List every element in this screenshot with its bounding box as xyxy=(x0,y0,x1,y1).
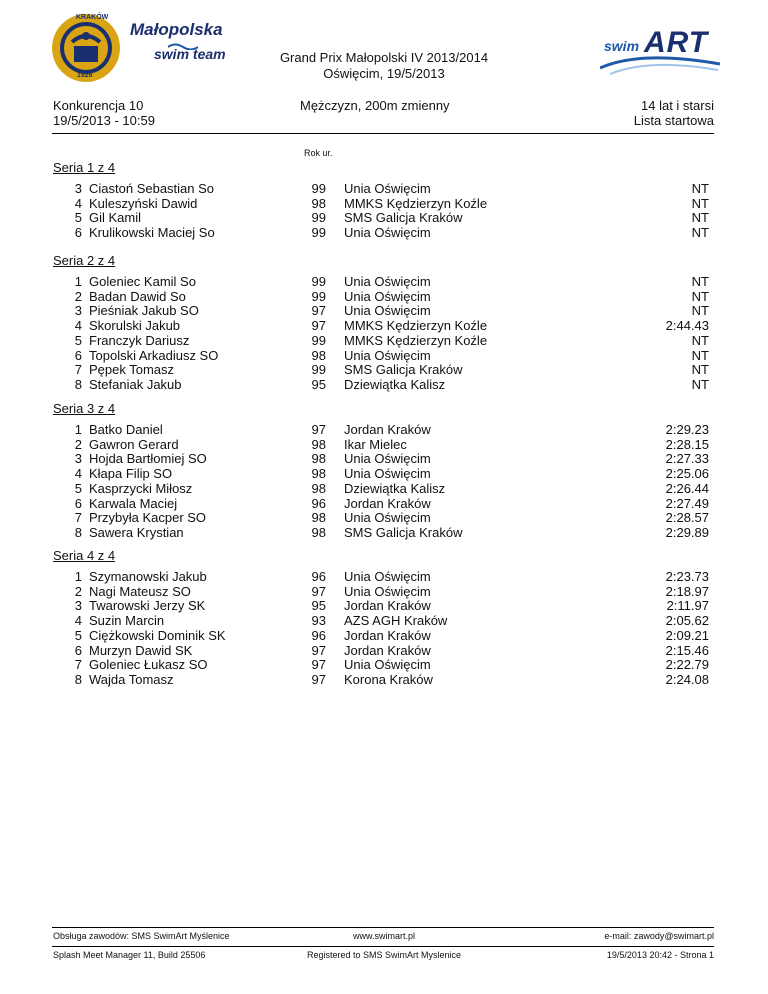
cell-time: NT xyxy=(691,303,709,318)
swimart-text-small: swim xyxy=(604,38,640,54)
cell-yob: 99 xyxy=(311,225,326,240)
cell-yob: 97 xyxy=(311,657,326,672)
heat-title: Seria 4 z 4 xyxy=(53,548,116,563)
cell-club: Jordan Kraków xyxy=(344,643,431,658)
cell-lane: 8 xyxy=(74,377,82,392)
table-row xyxy=(0,598,768,613)
cell-name: Wajda Tomasz xyxy=(89,672,174,687)
swimart-logo xyxy=(600,20,720,80)
table-row xyxy=(0,196,768,211)
cell-time: NT xyxy=(691,274,709,289)
cell-lane: 6 xyxy=(74,643,82,658)
cell-time: 2:15.46 xyxy=(665,643,709,658)
footer-organizer: Obsługa zawodów: SMS SwimArt Myślenice xyxy=(53,931,230,941)
cell-yob: 98 xyxy=(311,481,326,496)
cell-time: 2:24.08 xyxy=(665,672,709,687)
table-row xyxy=(0,210,768,225)
cell-lane: 8 xyxy=(74,672,82,687)
table-row xyxy=(0,569,768,584)
table-row xyxy=(0,377,768,392)
cell-name: Karwala Maciej xyxy=(89,496,178,511)
table-row xyxy=(0,318,768,333)
cell-time: 2:25.06 xyxy=(665,466,709,481)
table-row xyxy=(0,348,768,363)
cell-club: SMS Galicja Kraków xyxy=(344,362,463,377)
cell-lane: 1 xyxy=(74,569,82,584)
cell-name: Kasprzycki Miłosz xyxy=(89,481,193,496)
cell-club: Unia Oświęcim xyxy=(344,569,431,584)
cell-club: Unia Oświęcim xyxy=(344,274,431,289)
table-row xyxy=(0,289,768,304)
table-row xyxy=(0,333,768,348)
table-row xyxy=(0,303,768,318)
cell-time: 2:23.73 xyxy=(665,569,709,584)
cell-yob: 97 xyxy=(311,422,326,437)
logo-ring-top-text: KRAKÓW xyxy=(76,14,109,21)
cell-yob: 98 xyxy=(311,437,326,452)
cell-club: Jordan Kraków xyxy=(344,496,431,511)
cell-lane: 4 xyxy=(74,613,82,628)
cell-name: Topolski Arkadiusz SO xyxy=(89,348,219,363)
cell-lane: 5 xyxy=(74,333,82,348)
cell-club: Unia Oświęcim xyxy=(344,451,431,466)
table-row xyxy=(0,628,768,643)
logo-text-bottom: swim team xyxy=(154,46,226,62)
cell-yob: 96 xyxy=(311,496,326,511)
footer-website: www.swimart.pl xyxy=(352,931,415,941)
cell-yob: 99 xyxy=(311,362,326,377)
cell-name: Batko Daniel xyxy=(89,422,163,437)
cell-lane: 1 xyxy=(74,422,82,437)
cell-yob: 97 xyxy=(311,303,326,318)
cell-name: Pieśniak Jakub SO xyxy=(89,303,199,318)
table-row xyxy=(0,362,768,377)
cell-club: Dziewiątka Kalisz xyxy=(344,377,446,392)
cell-club: SMS Galicja Kraków xyxy=(344,210,463,225)
cell-lane: 5 xyxy=(74,481,82,496)
footer-print-info: 19/5/2013 20:42 - Strona 1 xyxy=(606,950,714,960)
cell-time: NT xyxy=(691,196,709,211)
wave-icon xyxy=(168,42,198,50)
cell-name: Goleniec Kamil So xyxy=(89,274,196,289)
cell-lane: 5 xyxy=(74,210,82,225)
table-row xyxy=(0,510,768,525)
cell-club: MMKS Kędzierzyn Koźle xyxy=(344,318,488,333)
age-group: 14 lat i starsi xyxy=(641,98,714,113)
cell-time: 2:28.15 xyxy=(665,437,709,452)
cell-time: NT xyxy=(691,181,709,196)
footer-software: Splash Meet Manager 11, Build 25506 xyxy=(53,950,206,960)
cell-time: NT xyxy=(691,377,709,392)
cell-time: 2:05.62 xyxy=(665,613,709,628)
table-row xyxy=(0,496,768,511)
table-row xyxy=(0,225,768,240)
cell-time: 2:44.43 xyxy=(665,318,709,333)
cell-club: Jordan Kraków xyxy=(344,598,431,613)
cell-yob: 99 xyxy=(311,181,326,196)
table-row xyxy=(0,643,768,658)
cell-yob: 98 xyxy=(311,348,326,363)
cell-name: Badan Dawid So xyxy=(89,289,186,304)
cell-club: MMKS Kędzierzyn Koźle xyxy=(344,333,488,348)
cell-time: 2:18.97 xyxy=(665,584,709,599)
logo-text-top: Małopolska xyxy=(130,20,223,39)
table-row xyxy=(0,181,768,196)
cell-name: Skorulski Jakub xyxy=(89,318,181,333)
meet-title: Grand Prix Małopolski IV 2013/2014 xyxy=(279,50,489,65)
cell-club: Unia Oświęcim xyxy=(344,584,431,599)
cell-time: 2:11.97 xyxy=(666,598,709,613)
cell-lane: 7 xyxy=(74,657,82,672)
cell-club: Unia Oświęcim xyxy=(344,289,431,304)
event-datetime: 19/5/2013 - 10:59 xyxy=(53,113,155,128)
cell-yob: 99 xyxy=(311,289,326,304)
cell-yob: 99 xyxy=(311,274,326,289)
cell-yob: 99 xyxy=(311,210,326,225)
cell-lane: 2 xyxy=(74,584,82,599)
cell-name: Suzin Marcin xyxy=(89,613,165,628)
cell-lane: 2 xyxy=(74,437,82,452)
cell-time: NT xyxy=(691,225,709,240)
table-row xyxy=(0,466,768,481)
list-type: Lista startowa xyxy=(633,113,714,128)
cell-time: 2:29.23 xyxy=(665,422,709,437)
cell-name: Ciężkowski Dominik SK xyxy=(89,628,226,643)
footer-email: e-mail: zawody@swimart.pl xyxy=(604,931,714,941)
cell-lane: 7 xyxy=(74,362,82,377)
cell-lane: 4 xyxy=(74,318,82,333)
table-row xyxy=(0,672,768,687)
cell-yob: 97 xyxy=(311,672,326,687)
cell-yob: 96 xyxy=(311,628,326,643)
cell-time: 2:26.44 xyxy=(665,481,709,496)
cell-name: Franczyk Dariusz xyxy=(89,333,190,348)
meet-location-date: Oświęcim, 19/5/2013 xyxy=(323,66,445,81)
heat-title: Seria 3 z 4 xyxy=(53,401,116,416)
cell-lane: 3 xyxy=(74,181,82,196)
cell-name: Pępek Tomasz xyxy=(89,362,175,377)
cell-name: Gawron Gerard xyxy=(89,437,179,452)
cell-yob: 95 xyxy=(311,598,326,613)
cell-lane: 4 xyxy=(74,196,82,211)
cell-name: Stefaniak Jakub xyxy=(89,377,182,392)
cell-name: Kłapa Filip SO xyxy=(89,466,173,481)
table-row xyxy=(0,274,768,289)
heat-title: Seria 1 z 4 xyxy=(53,160,116,175)
footer-divider-bottom xyxy=(52,946,714,947)
cell-time: 2:29.89 xyxy=(665,525,709,540)
cell-lane: 6 xyxy=(74,348,82,363)
table-row xyxy=(0,451,768,466)
cell-time: 2:09.21 xyxy=(665,628,709,643)
cell-lane: 5 xyxy=(74,628,82,643)
cell-name: Hojda Bartłomiej SO xyxy=(89,451,207,466)
cell-club: Jordan Kraków xyxy=(344,422,431,437)
table-row xyxy=(0,481,768,496)
cell-time: NT xyxy=(691,333,709,348)
cell-club: Unia Oświęcim xyxy=(344,510,431,525)
cell-name: Sawera Krystian xyxy=(89,525,184,540)
cell-lane: 8 xyxy=(74,525,82,540)
cell-name: Ciastoń Sebastian So xyxy=(89,181,215,196)
table-row xyxy=(0,525,768,540)
year-column-label: Rok ur. xyxy=(304,148,333,158)
heat-title: Seria 2 z 4 xyxy=(53,253,116,268)
cell-yob: 97 xyxy=(311,643,326,658)
cell-lane: 1 xyxy=(74,274,82,289)
cell-club: Unia Oświęcim xyxy=(344,303,431,318)
cell-time: 2:22.79 xyxy=(665,657,709,672)
cell-club: Unia Oświęcim xyxy=(344,181,431,196)
cell-club: Ikar Mielec xyxy=(344,437,407,452)
cell-yob: 99 xyxy=(311,333,326,348)
cell-club: Korona Kraków xyxy=(344,672,433,687)
cell-yob: 93 xyxy=(311,613,326,628)
cell-lane: 6 xyxy=(74,496,82,511)
cell-lane: 4 xyxy=(74,466,82,481)
cell-club: Unia Oświęcim xyxy=(344,225,431,240)
cell-time: 2:27.33 xyxy=(665,451,709,466)
cell-name: Kuleszyński Dawid xyxy=(89,196,198,211)
cell-lane: 3 xyxy=(74,451,82,466)
cell-lane: 3 xyxy=(74,303,82,318)
table-row xyxy=(0,437,768,452)
footer-divider-top xyxy=(52,927,714,928)
cell-time: NT xyxy=(691,362,709,377)
cell-club: MMKS Kędzierzyn Koźle xyxy=(344,196,488,211)
cell-name: Murzyn Dawid SK xyxy=(89,643,193,658)
cell-name: Przybyła Kacper SO xyxy=(89,510,207,525)
event-number: Konkurencja 10 xyxy=(53,98,144,113)
table-row xyxy=(0,613,768,628)
cell-club: SMS Galicja Kraków xyxy=(344,525,463,540)
cell-name: Gil Kamil xyxy=(89,210,142,225)
cell-yob: 97 xyxy=(311,318,326,333)
cell-club: Unia Oświęcim xyxy=(344,348,431,363)
cell-name: Nagi Mateusz SO xyxy=(89,584,191,599)
cell-lane: 7 xyxy=(74,510,82,525)
cell-club: Unia Oświęcim xyxy=(344,657,431,672)
cell-yob: 98 xyxy=(311,525,326,540)
logo-ring-year-text: 1926 xyxy=(77,72,93,79)
cell-time: NT xyxy=(691,289,709,304)
cell-club: Unia Oświęcim xyxy=(344,466,431,481)
table-row xyxy=(0,584,768,599)
cell-club: AZS AGH Kraków xyxy=(344,613,448,628)
cell-yob: 98 xyxy=(311,451,326,466)
cell-yob: 97 xyxy=(311,584,326,599)
cell-yob: 98 xyxy=(311,510,326,525)
cell-yob: 95 xyxy=(311,377,326,392)
cell-lane: 3 xyxy=(74,598,82,613)
cell-club: Dziewiątka Kalisz xyxy=(344,481,446,496)
cell-lane: 6 xyxy=(74,225,82,240)
cell-yob: 96 xyxy=(311,569,326,584)
table-row xyxy=(0,422,768,437)
cell-name: Twarowski Jerzy SK xyxy=(89,598,206,613)
swimart-text-big: ART xyxy=(644,26,709,59)
cell-name: Szymanowski Jakub xyxy=(89,569,207,584)
footer-registration: Registered to SMS SwimArt Myslenice xyxy=(306,950,462,960)
cell-yob: 98 xyxy=(311,196,326,211)
cell-lane: 2 xyxy=(74,289,82,304)
header-divider xyxy=(52,133,714,134)
event-name: Mężczyzn, 200m zmienny xyxy=(300,98,450,113)
table-row xyxy=(0,657,768,672)
cell-time: NT xyxy=(691,348,709,363)
cell-name: Krulikowski Maciej So xyxy=(89,225,215,240)
cell-time: 2:28.57 xyxy=(665,510,709,525)
cell-club: Jordan Kraków xyxy=(344,628,431,643)
cell-yob: 98 xyxy=(311,466,326,481)
cell-name: Goleniec Łukasz SO xyxy=(89,657,208,672)
cell-time: 2:27.49 xyxy=(665,496,709,511)
cell-time: NT xyxy=(691,210,709,225)
